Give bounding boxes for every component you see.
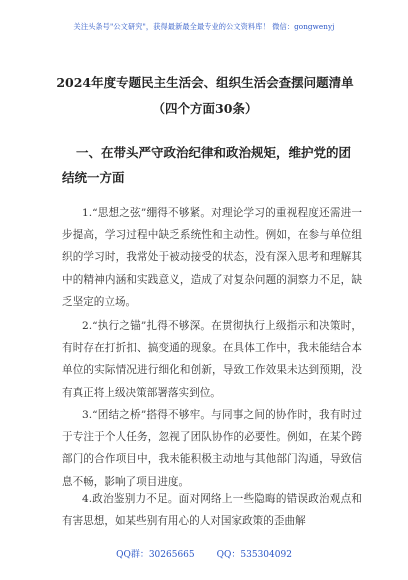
section-heading: 一、在带头严守政治纪律和政治规矩，维护党的团结统一方面 (62, 145, 352, 185)
paragraph-2: 2.“执行之锚”扎得不够深。在贯彻执行上级指示和决策时，有时存在打折扣、搞变通的现象。在具体工作中，我未能结合本单位的实际情况进行细化和创新，导致工作效果未达到预期，没有真正将上级决策部署落实到位。 (62, 320, 362, 399)
document-title: 2024年度专题民主生活会、组织生活会查摆问题清单（四个方面30条） (56, 75, 354, 116)
paragraph-3: 3.“团结之桥”搭得不够牢。与同事之间的协作时，我有时过于专注于个人任务，忽视了团队协作的必要性。例如，在某个跨部门的合作项目中，我未能积极主动地与其他部门沟通，导致信息不畅，影响了项目进度。 (62, 409, 362, 488)
qq-group-label: QQ群：30265665 (116, 550, 195, 560)
paragraph-4: 4.政治鉴别力不足。面对网络上一些隐晦的错误政治观点和有害思想，如某些别有用心的人对国家政策的歪曲解 (62, 493, 362, 528)
header-banner: 关注头条号"公文研究"，获得最新最全最专业的公文资料库！ 微信：gongwenyj (73, 22, 335, 31)
paragraph-1: 1.“思想之弦”绷得不够紧。对理论学习的重视程度还需进一步提高，学习过程中缺乏系统性和主动性。例如，在参与单位组织的学习时，我常处于被动接受的状态，没有深入思考和理解其中的精神内涵和实践意义，造成了对复杂问题的洞察力不足，缺乏坚定的立场。 (62, 207, 362, 308)
footer-contacts (0, 547, 408, 560)
qq-number-label: QQ：535304092 (216, 550, 292, 560)
